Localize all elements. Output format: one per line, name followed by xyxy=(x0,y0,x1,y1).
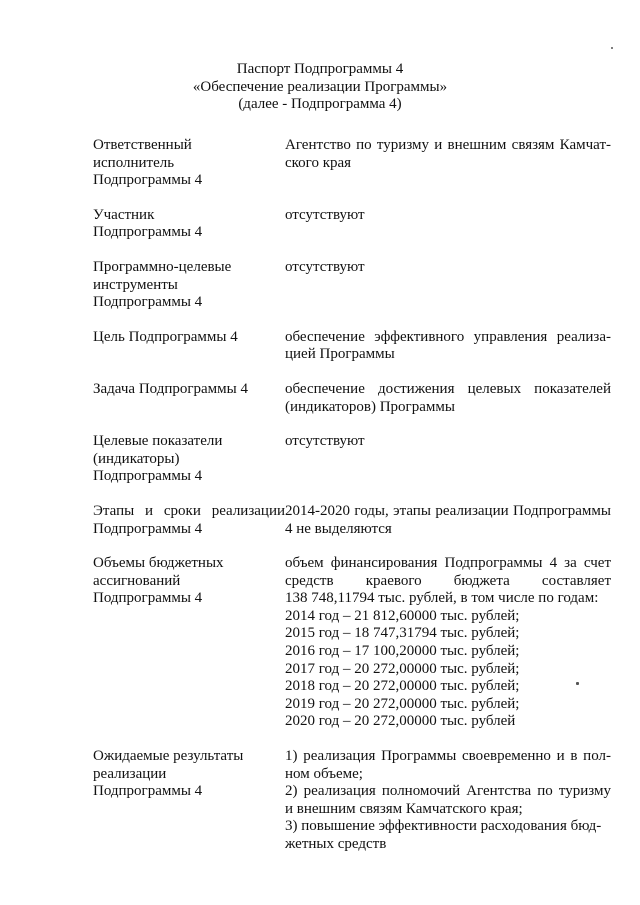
table-row xyxy=(93,137,613,190)
row-value xyxy=(285,329,611,364)
table-row xyxy=(93,503,613,538)
row-label-line: (индикаторы) xyxy=(93,450,180,467)
row-value-line: отсутствуют xyxy=(285,206,365,223)
row-label-line: реализации xyxy=(93,765,167,782)
row-label-line: Подпрограммы 4 xyxy=(93,172,203,189)
table-row xyxy=(93,555,613,731)
row-value-line: Агентство по туризму и внешним связям Камчат- xyxy=(285,137,611,153)
row-value xyxy=(285,381,611,416)
row-value-line: 2016 год – 17 100,20000 тыс. рублей; xyxy=(285,643,520,660)
row-label-line: Подпрограммы 4 xyxy=(93,294,203,311)
row-label xyxy=(93,555,285,731)
table-row xyxy=(93,259,613,312)
row-value-line: средств краевого бюджета составляет xyxy=(285,572,611,589)
row-value-line: 2018 год – 20 272,00000 тыс. рублей; xyxy=(285,678,520,695)
row-label-line: Подпрограммы 4 xyxy=(93,468,203,485)
row-value-line: 1) реализация Программы своевременно и в пол- xyxy=(285,748,611,765)
row-label xyxy=(93,259,285,312)
row-value-line: 2015 год – 18 747,31794 тыс. рублей; xyxy=(285,625,520,642)
row-label-line: Подпрограммы 4 xyxy=(93,590,203,607)
passport-table xyxy=(93,137,613,871)
title-line-2: «Обеспечение реализации Программы» xyxy=(192,78,448,95)
row-label-line: Подпрограммы 4 xyxy=(93,224,203,241)
row-label-line: Ответственный xyxy=(93,137,192,153)
row-value-line: 4 не выделяются xyxy=(285,520,392,537)
row-value-line: 2017 год – 20 272,00000 тыс. рублей; xyxy=(285,660,520,677)
row-value xyxy=(285,555,611,731)
row-label-line: Подпрограммы 4 xyxy=(93,783,203,800)
row-value-line: 2014 год – 21 812,60000 тыс. рублей; xyxy=(285,607,520,624)
row-value-line: цией Программы xyxy=(285,346,395,363)
row-value-line: 2019 год – 20 272,00000 тыс. рублей; xyxy=(285,695,520,712)
row-value-line: объем финансирования Подпрограммы 4 за счет xyxy=(285,555,611,572)
row-value-line: обеспечение достижения целевых показателей xyxy=(285,380,611,397)
row-label-line: Ожидаемые результаты xyxy=(93,748,244,765)
row-value xyxy=(285,433,611,486)
row-value xyxy=(285,137,611,190)
row-value-line: 3) повышение эффективности расходования бюд- xyxy=(285,818,602,835)
row-value-line: отсутствуют xyxy=(285,258,365,275)
row-label-line: ассигнований xyxy=(93,572,181,589)
table-row xyxy=(93,381,613,416)
row-value-line: ном объеме; xyxy=(285,765,363,782)
title-line-3: (далее - Подпрограмма 4) xyxy=(238,96,402,112)
table-row xyxy=(93,329,613,364)
row-value-line: 2014-2020 годы, этапы реализации Подпрограммы xyxy=(285,502,611,519)
scan-speck xyxy=(576,682,579,685)
row-value-line: жетных средств xyxy=(285,836,387,852)
row-label xyxy=(93,748,285,854)
scan-speck xyxy=(611,47,613,49)
row-label-line: Цель Подпрограммы 4 xyxy=(93,328,238,345)
row-label-line: Целевые показатели xyxy=(93,433,223,450)
table-row xyxy=(93,748,613,854)
row-label-line: Объемы бюджетных xyxy=(93,555,224,572)
row-value xyxy=(285,259,611,312)
row-label-line: инструменты xyxy=(93,276,178,293)
row-label xyxy=(93,503,285,538)
row-label-line: исполнитель xyxy=(93,154,175,171)
row-value-line: отсутствуют xyxy=(285,433,365,450)
row-label-line: Участник xyxy=(93,206,155,223)
row-value-line: обеспечение эффективного управления реализа- xyxy=(285,328,611,345)
row-value xyxy=(285,503,611,538)
table-row xyxy=(93,433,613,486)
row-value xyxy=(285,748,611,854)
row-value-line: 2) реализация полномочий Агентства по туризму xyxy=(285,783,611,800)
row-label xyxy=(93,433,285,486)
row-label xyxy=(93,329,285,364)
row-value-line: 2020 год – 20 272,00000 тыс. рублей xyxy=(285,713,516,730)
row-value-line: 138 748,11794 тыс. рублей, в том числе по годам: xyxy=(285,590,599,607)
title-line-1: Паспорт Подпрограммы 4 xyxy=(236,61,404,77)
row-label xyxy=(93,207,285,242)
row-label-line: Этапы и сроки реализации xyxy=(93,502,285,519)
row-value-line: и внешним связям Камчатского края; xyxy=(285,800,523,817)
table-row xyxy=(93,207,613,242)
row-label-line: Подпрограммы 4 xyxy=(93,520,203,537)
row-value-line: (индикаторов) Программы xyxy=(285,398,455,415)
row-label-line: Задача Подпрограммы 4 xyxy=(93,380,248,397)
row-label xyxy=(93,137,285,190)
document-title xyxy=(0,61,640,114)
row-value xyxy=(285,207,611,242)
row-label xyxy=(93,381,285,416)
row-label-line: Программно-целевые xyxy=(93,258,232,275)
row-value-line: ского края xyxy=(285,154,352,171)
